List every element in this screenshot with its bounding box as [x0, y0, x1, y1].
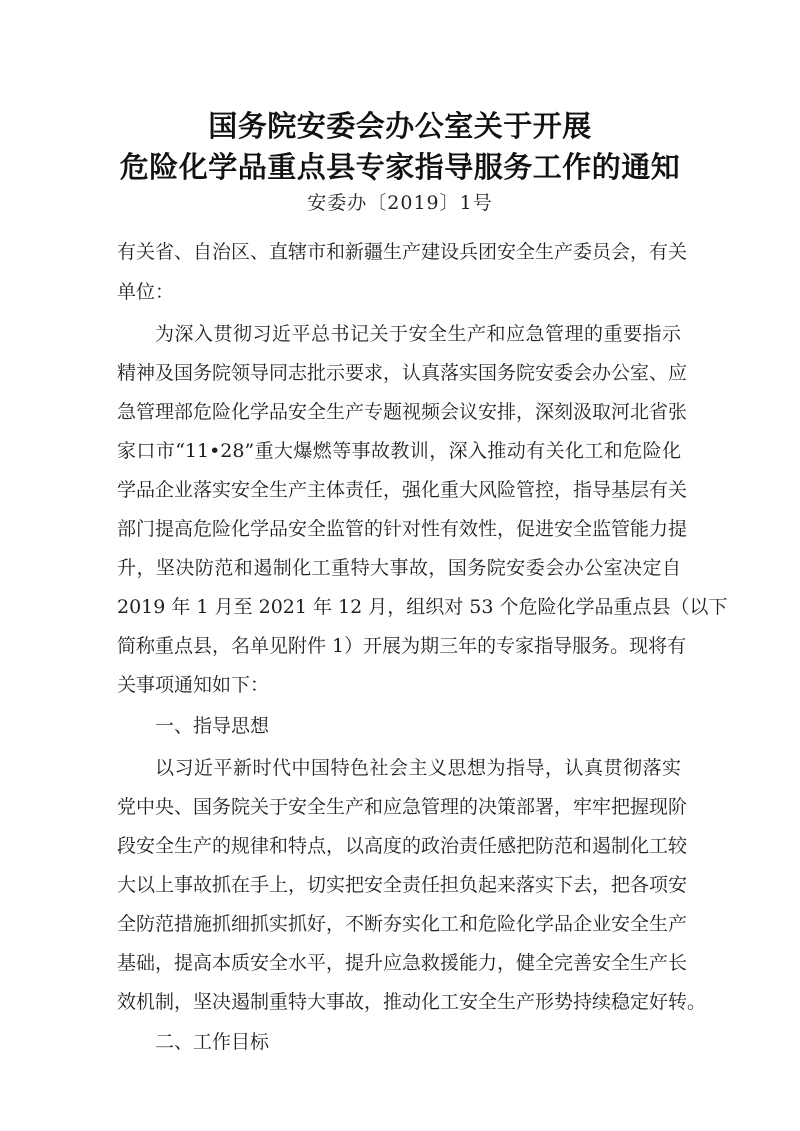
paragraph-line: 2019 年 1 月至 2021 年 12 月，组织对 53 个危险化学品重点县（以下 [117, 596, 728, 618]
paragraph-line: 全防范措施抓细抓实抓好，不断夯实化工和危险化学品企业安全生产 [117, 913, 688, 935]
paragraph-line: 党中央、国务院关于安全生产和应急管理的决策部署，牢牢把握现阶 [117, 796, 688, 818]
paragraph-line: 效机制，坚决遏制重特大事故，推动化工安全生产形势持续稳定好转。 [117, 991, 707, 1013]
paragraph-line: 急管理部危险化学品安全生产专题视频会议安排，深刻汲取河北省张 [117, 401, 688, 423]
paragraph-line: 基础，提高本质安全水平，提升应急救援能力，健全完善安全生产长 [117, 952, 688, 974]
paragraph-line: 为深入贯彻习近平总书记关于安全生产和应急管理的重要指示 [155, 323, 681, 345]
document-title-line-1: 国务院安委会办公室关于开展 [208, 109, 592, 143]
paragraph-line: 学品企业落实安全生产主体责任，强化重大风险管控，指导基层有关 [117, 479, 688, 501]
paragraph-line: 部门提高危险化学品安全监管的针对性有效性，促进安全监管能力提 [117, 518, 688, 540]
paragraph-line: 以习近平新时代中国特色社会主义思想为指导，认真贯彻落实 [155, 757, 681, 779]
paragraph-line: 家口市“11•28”重大爆燃等事故教训，深入推动有关化工和危险化 [117, 440, 681, 462]
paragraph-line: 关事项通知如下： [117, 674, 270, 696]
paragraph-line: 升，坚决防范和遏制化工重特大事故，国务院安委会办公室决定自 [117, 557, 681, 579]
section-heading: 二、工作目标 [155, 1031, 270, 1053]
section-heading: 一、指导思想 [155, 715, 270, 737]
paragraph-line: 精神及国务院领导同志批示要求，认真落实国务院安委会办公室、应 [117, 362, 688, 384]
addressee-line: 单位： [117, 281, 175, 303]
document-number: 安委办〔2019〕1号 [307, 192, 493, 214]
paragraph-line: 简称重点县，名单见附件 1）开展为期三年的专家指导服务。现将有 [117, 635, 687, 657]
paragraph-line: 大以上事故抓在手上，切实把安全责任担负起来落实下去，把各项安 [117, 874, 688, 896]
document-title-line-2: 危险化学品重点县专家指导服务工作的通知 [119, 150, 681, 184]
addressee-line: 有关省、自治区、直辖市和新疆生产建设兵团安全生产委员会，有关 [117, 241, 688, 263]
paragraph-line: 段安全生产的规律和特点，以高度的政治责任感把防范和遏制化工较 [117, 835, 688, 857]
